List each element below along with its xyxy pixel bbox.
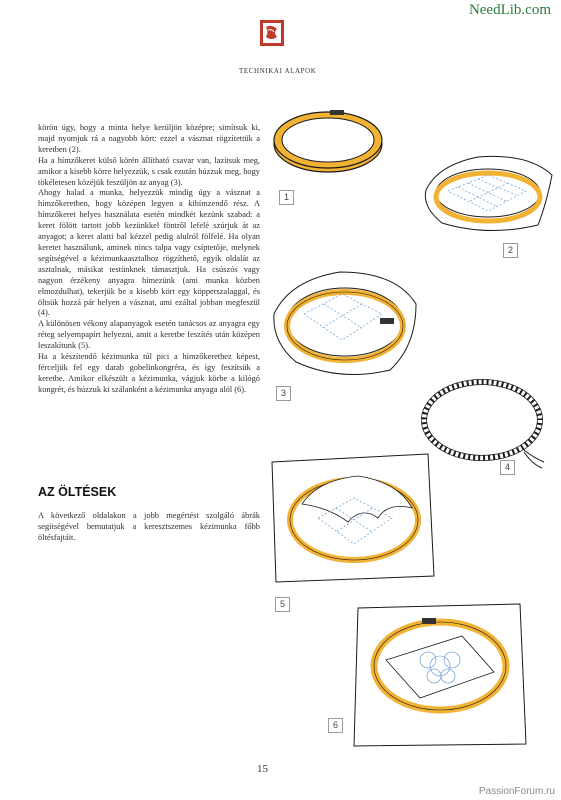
body-text [38, 123, 260, 396]
watermark-top: NeedLib.com [468, 2, 551, 18]
figure-label: 6 [328, 718, 343, 733]
body-paragraph: Ahogy halad a munka, helyezzük mindig úgy a vásznat a hímzőkeretben, hogy középen legyen a kihímzendő rész. A hímzőkeret helyes használata esetén mindkét kezünk szabad: a keret fölött tartott jobb kezünkkel föntről lefelé szúrjuk át az anyagot; a keret alatti bal kézzel pedig alulról fölfelé. Ha olyan keretet használunk, aminek nincs talpa vagy csíptetője, melynek segítségével a kézimunkaasztalhoz rögzíthető, egyik oldalát az asztalnak, másikat testünknek támasztjuk. Ha csúszós vagy nagyon érzékeny anyagra hímezünk (ami munka közben elmozdulhat), tekerjük be a kisebb kört egy köpperszalaggal, és öltsük hozzá pár helyen a vásznat, ami ezáltal jobban megfeszül (4). [38, 188, 260, 318]
figure-1-hoop-illustration [270, 100, 390, 180]
figure-2-fabric-on-ring-illustration [418, 145, 558, 245]
body-paragraph: A különösen vékony alapanyagok esetén tanácsos az anyagra egy réteg selyempapírt helyezni, amit a keretbe feszítés után középen leszakítunk (5). [38, 319, 260, 351]
intro-paragraph: A következő oldalakon a jobb megértést szolgáló ábrák segítségével bemutatjuk a keresztszemes kézimunka főbb öltésfajtáit. [38, 511, 260, 542]
page-number: 15 [257, 763, 268, 775]
figure-label: 1 [279, 190, 294, 205]
body-paragraph: Ha a készítendő kézimunka túl pici a hímzőkerethez képest, fércеljük fel egy darab gobelinkongréra, és így feszítsük a keretbe. Amikor elkészült a kézimunka, vágjuk körbe a kilógó kongrét, és húzzuk ki szálanként a kézimunka anyaga alól (6). [38, 352, 260, 394]
stitches-heading: AZ ÖLTÉSEK [38, 485, 117, 499]
body-paragraph: Ha a hímzőkeret külső körén állítható csavar van, lazítsuk meg, amikor a kisebb körre helyezzük, s csak ezután húzzuk meg, hogy tökéletesen közéjük feszüljön az anyag (3). [38, 155, 260, 187]
figure-label: 5 [275, 597, 290, 612]
intro-text [38, 511, 260, 544]
body-paragraph: körön úgy, hogy a minta helye kerüljön középre; simítsuk ki, majd nyomjuk rá a nagyobb kört: ezzel a vásznat rögzítettük a keretben (2). [38, 123, 260, 154]
chapter-logo-icon [259, 19, 285, 47]
figure-3-hoop-tightened-illustration [270, 262, 420, 382]
figure-5-tissue-paper-illustration [268, 448, 438, 588]
figure-6-basted-work-illustration [350, 600, 530, 750]
figure-label: 4 [500, 460, 515, 475]
figure-label: 3 [276, 386, 291, 401]
section-header: TECHNIKAI ALAPOK [239, 67, 317, 75]
figure-label: 2 [503, 243, 518, 258]
watermark-bottom: PassionForum.ru [478, 786, 555, 797]
